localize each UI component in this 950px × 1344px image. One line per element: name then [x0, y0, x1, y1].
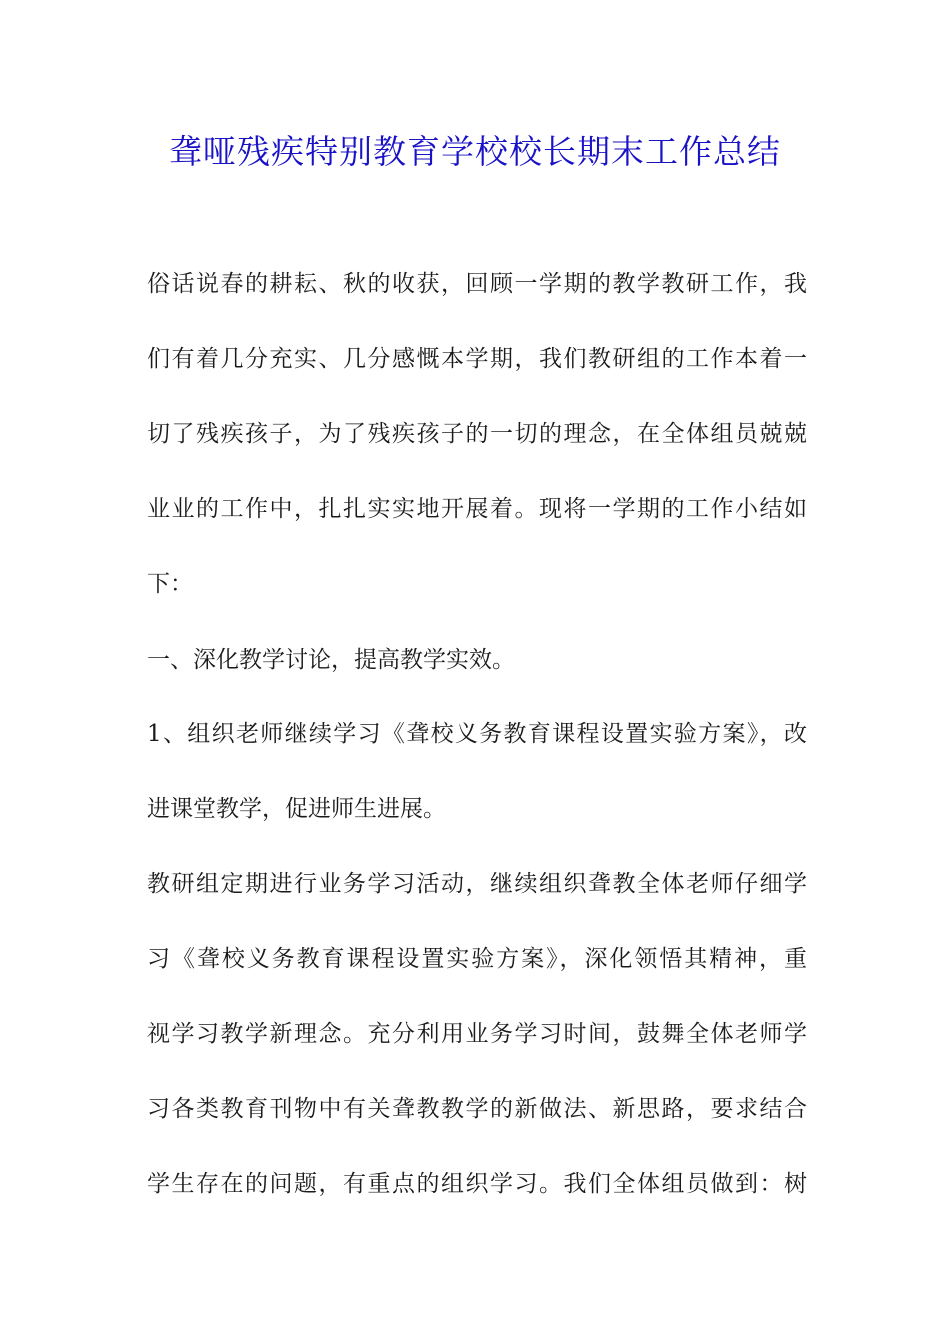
paragraph-1-line-2: 们有着几分充实、几分感慨本学期，我们教研组的工作本着一 — [147, 346, 807, 372]
paragraph-1-line-5: 下： — [147, 571, 193, 597]
paragraph-2-line-4: 习各类教育刊物中有关聋教教学的新做法、新思路，要求结合 — [147, 1096, 807, 1122]
document-title: 聋哑残疾特别教育学校校长期末工作总结 — [169, 132, 781, 171]
paragraph-2-line-1: 教研组定期进行业务学习活动，继续组织聋教全体老师仔细学 — [147, 871, 807, 897]
paragraph-1-line-4: 业业的工作中，扎扎实实地开展着。现将一学期的工作小结如 — [147, 496, 807, 522]
section-heading-1: 一、深化教学讨论，提高教学实效。 — [147, 647, 515, 673]
paragraph-2-line-2: 习《聋校义务教育课程设置实验方案》，深化领悟其精神，重 — [147, 946, 807, 972]
item-1-line-1: 1、组织老师继续学习《聋校义务教育课程设置实验方案》，改 — [147, 721, 807, 747]
paragraph-1-line-3: 切了残疾孩子，为了残疾孩子的一切的理念，在全体组员兢兢 — [147, 421, 807, 447]
item-1-line-2: 进课堂教学，促进师生进展。 — [147, 796, 446, 822]
paragraph-1-line-1: 俗话说春的耕耘、秋的收获，回顾一学期的教学教研工作，我 — [147, 271, 807, 297]
paragraph-2-line-3: 视学习教学新理念。充分利用业务学习时间，鼓舞全体老师学 — [147, 1021, 807, 1047]
paragraph-2-line-5: 学生存在的问题，有重点的组织学习。我们全体组员做到：树 — [147, 1171, 807, 1197]
